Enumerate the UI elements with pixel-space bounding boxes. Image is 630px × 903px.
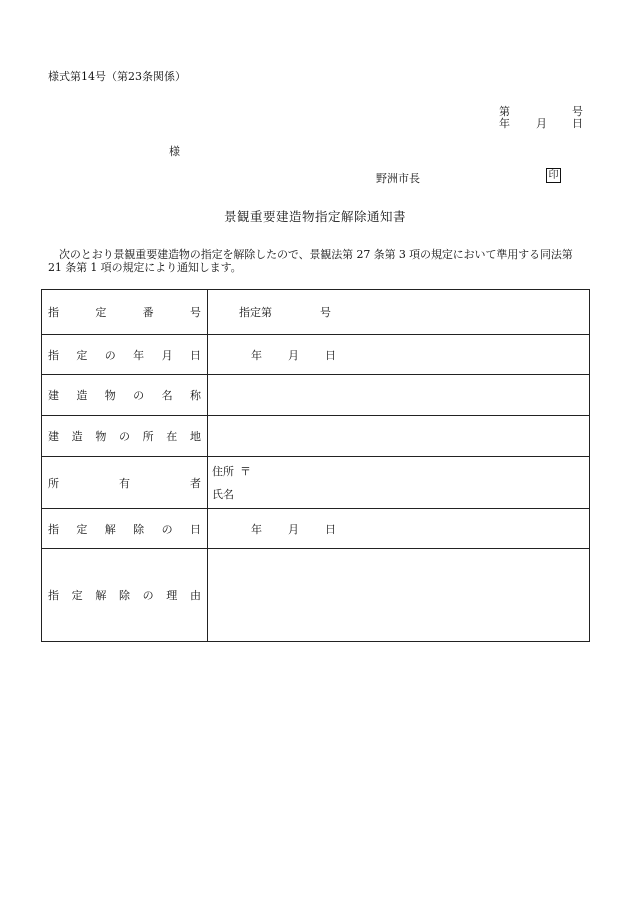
date-year: 年: [499, 117, 510, 130]
document-title: 景観重要建造物指定解除通知書: [223, 209, 406, 224]
building-location-row: [42, 416, 590, 457]
body-text: 次のとおり景観重要建造物の指定を解除したので、景観法第 27 条第 3 項の規定において準用する同法第 21 条第 1 項の規定により通知します。: [48, 248, 573, 274]
designation-date-label: 指 定 の 年 月 日: [42, 335, 208, 375]
cancellation-date-row: [42, 509, 590, 549]
cancellation-reason-row: [42, 549, 590, 642]
building-location-value[interactable]: [208, 416, 590, 457]
document-number-suffix: 号: [572, 105, 583, 118]
designation-number-label: 指 定 番 号: [42, 290, 208, 335]
owner-label: 所 有 者: [42, 457, 208, 509]
building-name-label: 建 造 物 の 名 称: [42, 375, 208, 416]
owner-name-label: 氏名: [212, 487, 234, 501]
owner-row: [42, 457, 590, 509]
postal-mark: 〒: [240, 464, 251, 478]
seal-box: 印: [546, 168, 561, 183]
building-name-value[interactable]: [208, 375, 590, 416]
addressee-suffix: 様: [169, 145, 180, 158]
issuer: 野洲市長: [376, 172, 420, 185]
designation-cancellation-table: [41, 289, 590, 642]
designation-date-row: [42, 335, 590, 375]
cancellation-reason-value[interactable]: [208, 549, 590, 642]
building-location-label: 建 造 物 の 所 在 地: [42, 416, 208, 457]
date-month: 月: [536, 117, 547, 130]
cancellation-reason-label: 指 定 解 除 の 理 由: [42, 549, 208, 642]
designation-date-value[interactable]: 年 月 日: [208, 335, 590, 375]
form-number: 様式第14号（第23条関係）: [48, 70, 186, 83]
owner-address-label: 住所: [212, 464, 234, 478]
designation-number-suffix: 号: [320, 306, 331, 319]
date-day: 日: [572, 117, 583, 130]
designation-number-value[interactable]: [208, 290, 590, 335]
owner-address-line[interactable]: [212, 460, 589, 483]
building-name-row: [42, 375, 590, 416]
cancellation-date-label: 指 定 解 除 の 日: [42, 509, 208, 549]
designation-number-prefix: 指定第: [239, 306, 272, 319]
document-number-prefix: 第: [499, 105, 510, 118]
cancellation-date-value[interactable]: 年 月 日: [208, 509, 590, 549]
owner-name-line[interactable]: [212, 483, 589, 506]
designation-number-row: [42, 290, 590, 335]
owner-value[interactable]: [208, 457, 590, 509]
